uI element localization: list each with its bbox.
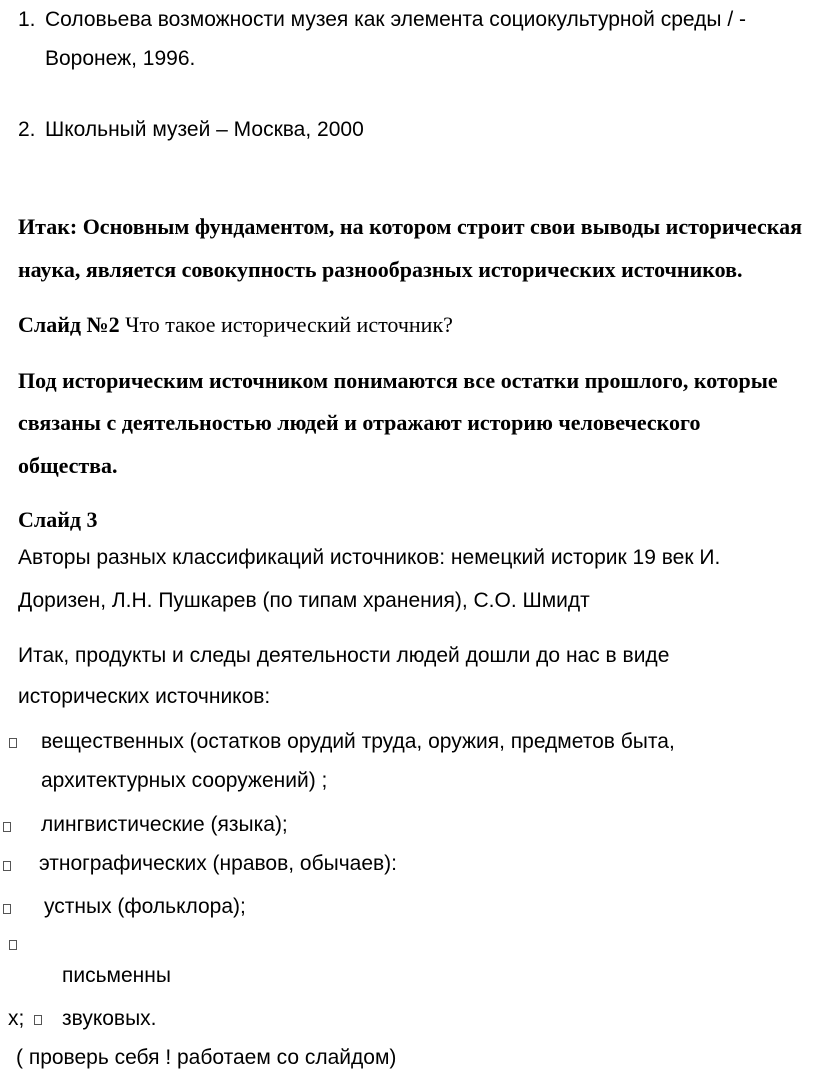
ref-1-number: 1. (18, 8, 36, 31)
bullet-2-line1: лингвистические (языка); (41, 813, 288, 836)
ref-1-line2: Воронеж, 1996. (45, 47, 196, 70)
products-line2: исторических источников: (18, 685, 271, 708)
bullet-1-line2: архитектурных сооружений) ; (41, 769, 328, 792)
closing-note: ( проверь себя ! работаем со слайдом) (16, 1046, 397, 1069)
bullet-square-icon (34, 1015, 42, 1025)
bullet-6-line1: звуковых. (62, 1007, 157, 1030)
authors-line2: Доризен, Л.Н. Пушкарев (по типам хранения), С.О. Шмидт (18, 589, 590, 612)
definition-line1: Под историческим источником понимаются все остатки прошлого, которые (18, 368, 778, 393)
bullet-5-line1: письменны (62, 964, 171, 987)
bullet-4-line1: устных (фольклора); (44, 895, 246, 918)
products-line1: Итак, продукты и следы деятельности людей дошли до нас в виде (18, 644, 670, 667)
definition-line3: общества. (18, 453, 118, 478)
bullet-3-line1: этнографических (нравов, обычаев): (39, 852, 398, 875)
slide3-label: Слайд 3 (18, 507, 98, 532)
summary-line1: Итак: Основным фундаментом, на котором строит свои выводы историческая (18, 214, 802, 239)
bullet-5-tail: х; (8, 1007, 25, 1030)
bullet-square-icon (3, 904, 11, 914)
bullet-square-icon (9, 940, 17, 950)
bullet-square-icon (3, 822, 11, 832)
slide2-heading (18, 313, 453, 337)
definition-line2: связаны с деятельностью людей и отражают историю человеческого (18, 410, 701, 435)
ref-2-line1: Школьный музей – Москва, 2000 (45, 118, 364, 141)
summary-line2: наука, является совокупность разнообразных исторических источников. (18, 257, 743, 282)
bullet-square-icon (9, 738, 17, 748)
slide2-label: Слайд №2 (18, 312, 120, 337)
ref-1-line1: Соловьева возможности музея как элемента социокультурной среды / - (45, 8, 746, 31)
bullet-1-line1: вещественных (остатков орудий труда, оружия, предметов быта, (41, 730, 675, 753)
slide2-question: Что такое исторический источник? (125, 312, 453, 337)
ref-2-number: 2. (18, 118, 36, 141)
bullet-square-icon (3, 861, 11, 871)
authors-line1: Авторы разных классификаций источников: немецкий историк 19 век И. (18, 546, 721, 569)
